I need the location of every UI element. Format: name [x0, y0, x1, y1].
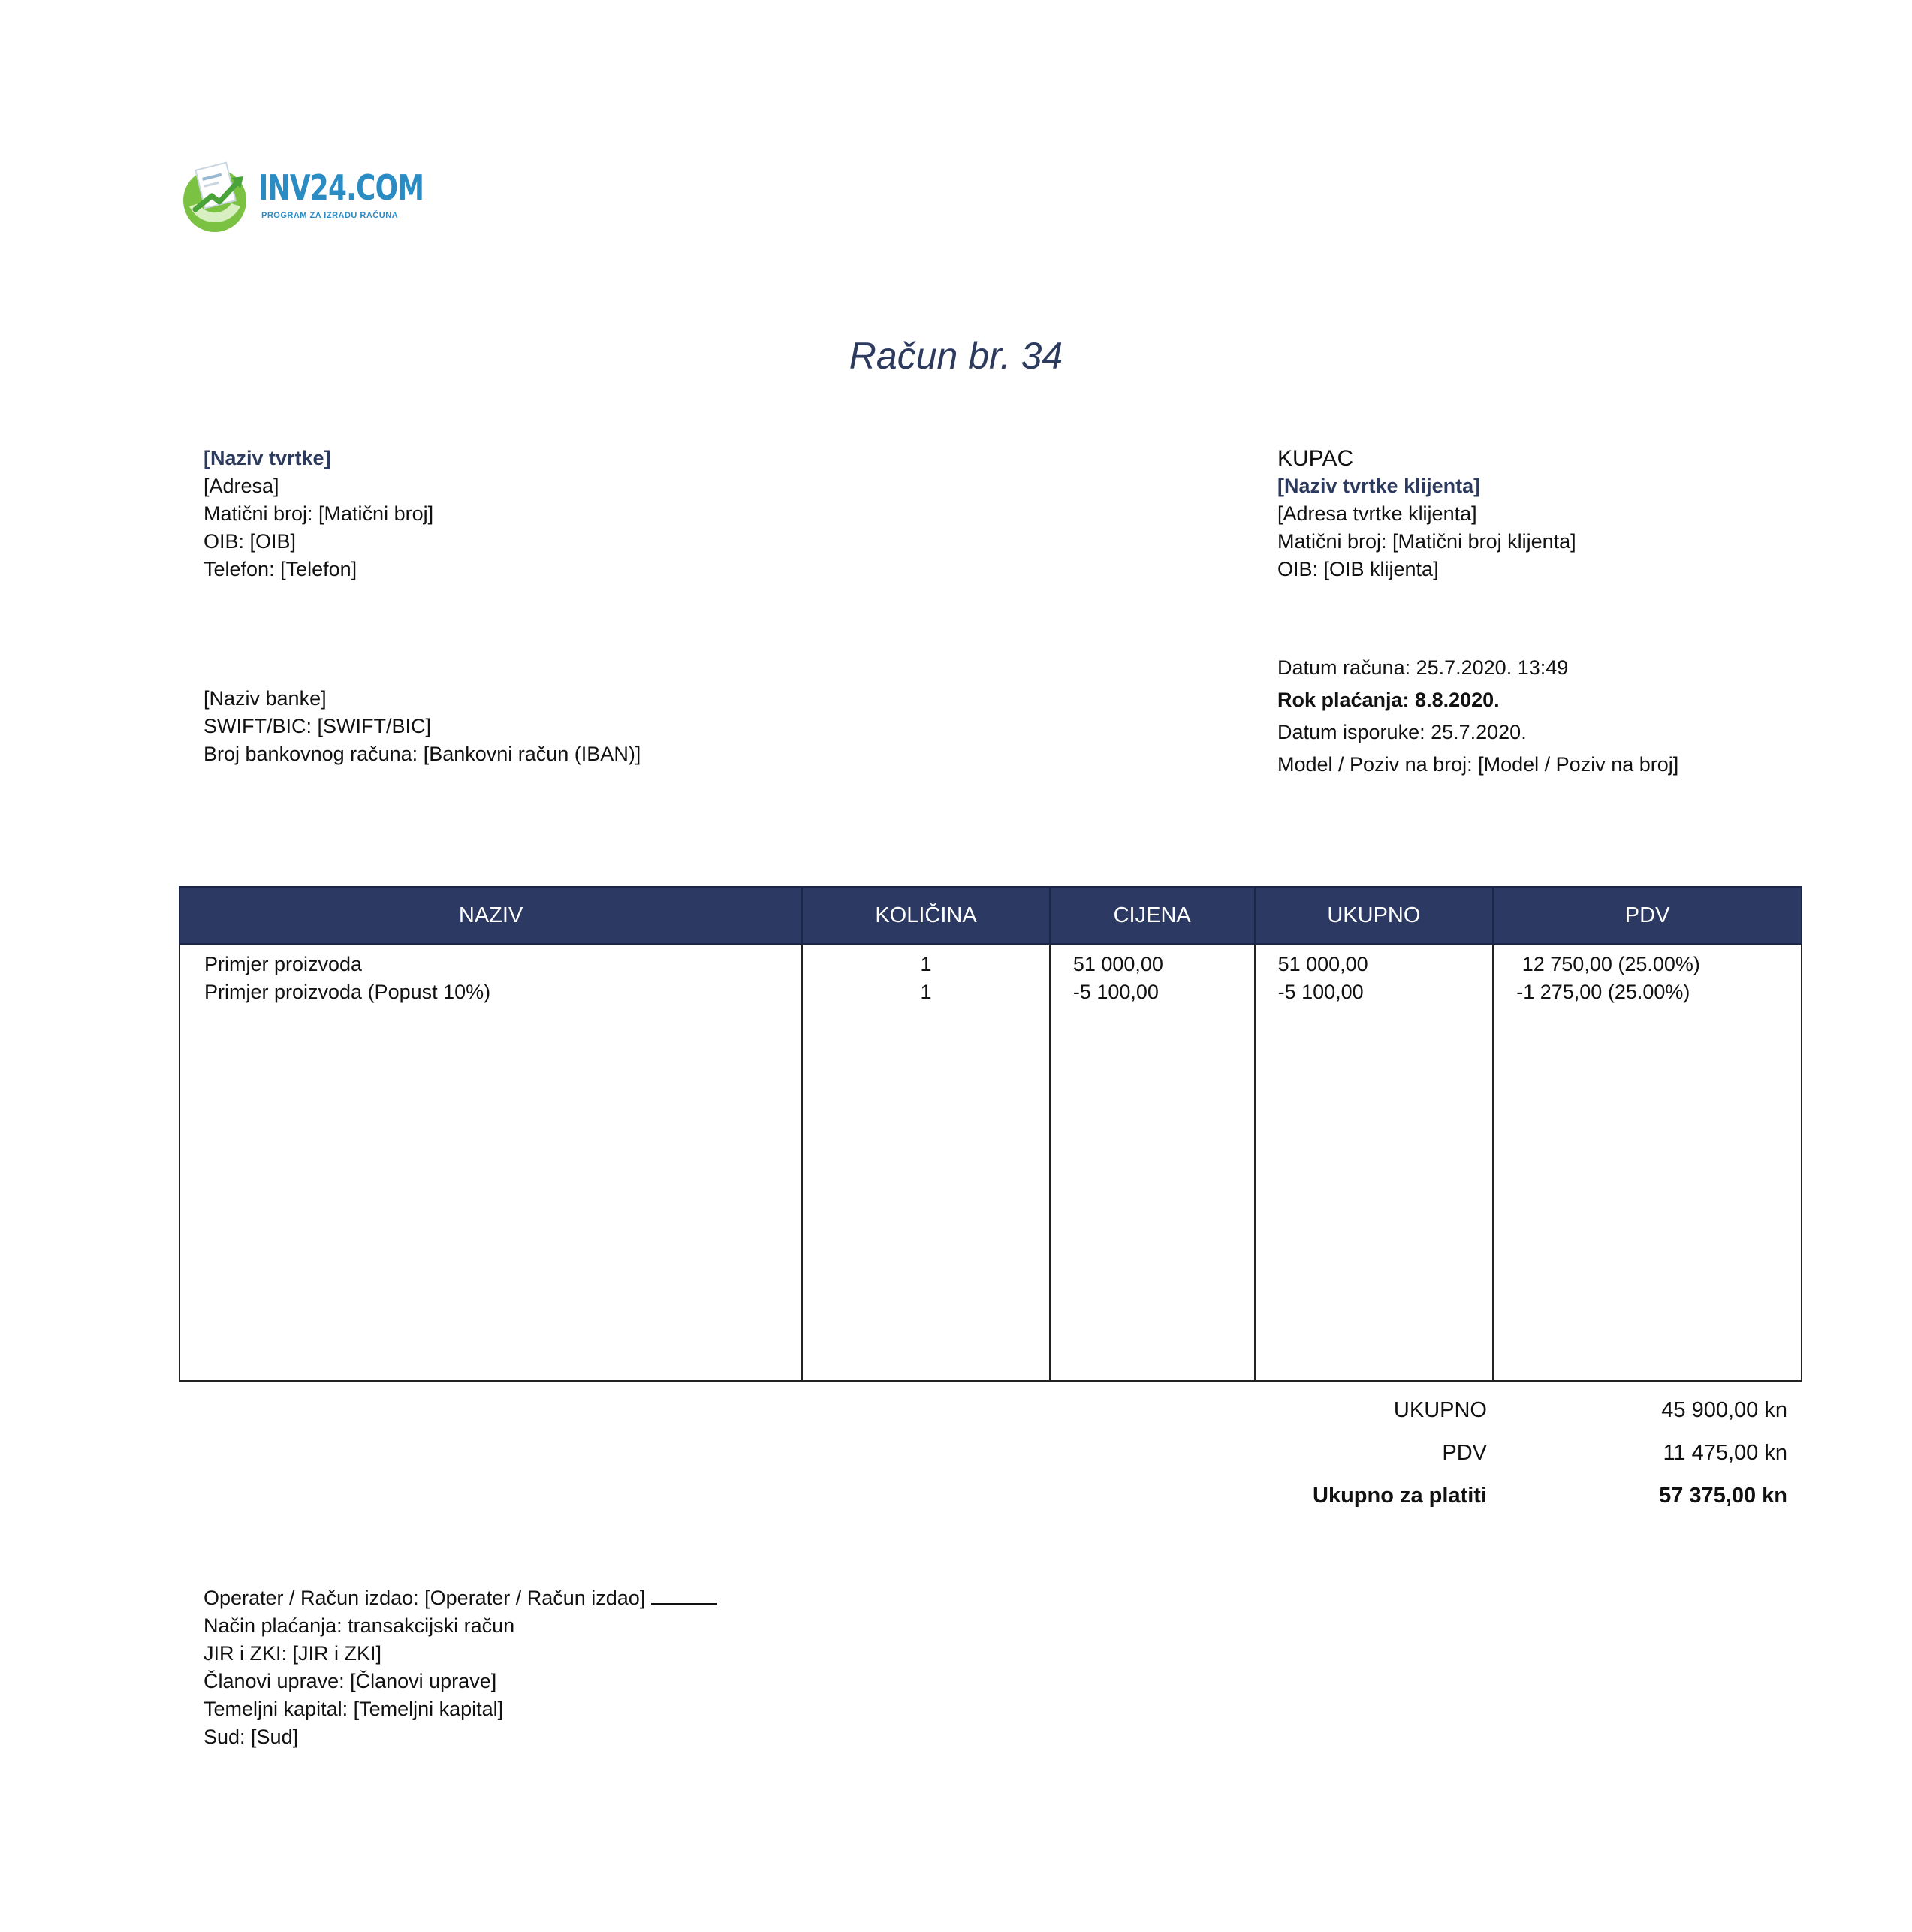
invoice-title: Račun br. 34: [849, 335, 1063, 377]
table-cell: 12 750,00 (25.00%): [1516, 953, 1700, 975]
totals-summary: [1202, 1389, 1787, 1518]
seller-oib: OIB: [OIB]: [204, 530, 297, 553]
table-body: [179, 944, 1802, 1381]
header-cijena: CIJENA: [1050, 887, 1255, 944]
operator: Operater / Račun izdao: [Operater / Račun izdao]: [204, 1587, 646, 1609]
table-header-row: [179, 887, 1802, 944]
table-cell: -5 100,00: [1277, 981, 1364, 1003]
table-cell: 1: [920, 953, 932, 975]
seller-info: [204, 445, 433, 583]
items-table: [179, 886, 1802, 1382]
buyer-name: [Naziv tvrtke klijenta]: [1277, 475, 1481, 497]
due-date: Rok plaćanja: 8.8.2020.: [1277, 689, 1500, 711]
board-members: Članovi uprave: [Članovi uprave]: [204, 1670, 497, 1692]
payment-method: Način plaćanja: transakcijski račun: [204, 1614, 515, 1637]
share-capital: Temeljni kapital: [Temeljni kapital]: [204, 1698, 504, 1720]
header-kolicina: KOLIČINA: [802, 887, 1050, 944]
header-naziv: NAZIV: [179, 887, 802, 944]
seller-name: [Naziv tvrtke]: [204, 447, 331, 469]
bank-account: Broj bankovnog računa: [Bankovni račun (IBAN)]: [204, 743, 641, 765]
column-cijena: [1050, 944, 1255, 1381]
subtotal-row: [1202, 1389, 1787, 1432]
table-cell: -5 100,00: [1072, 981, 1159, 1003]
column-pdv: [1493, 944, 1802, 1381]
buyer-oib: OIB: [OIB klijenta]: [1277, 558, 1439, 580]
grand-total-value: 57 375,00 kn: [1659, 1484, 1787, 1508]
logo-icon: [179, 161, 251, 234]
jir-zki: JIR i ZKI: [JIR i ZKI]: [204, 1642, 382, 1665]
vat-value: 11 475,00 kn: [1663, 1441, 1787, 1465]
grand-total-label: Ukupno za platiti: [1313, 1484, 1487, 1508]
operator-line: [204, 1584, 717, 1612]
table-cell: 51 000,00: [1072, 953, 1163, 975]
company-logo: [179, 154, 424, 237]
vat-row: [1202, 1432, 1787, 1475]
column-ukupno: [1255, 944, 1494, 1381]
court: Sud: [Sud]: [204, 1726, 299, 1748]
logo-name: INV24.COM: [258, 167, 424, 208]
seller-address: [Adresa]: [204, 475, 279, 497]
table-cell: Primjer proizvoda: [204, 953, 363, 975]
seller-reg-no: Matični broj: [Matični broj]: [204, 502, 434, 525]
vat-label: PDV: [1442, 1441, 1487, 1465]
header-ukupno: UKUPNO: [1255, 887, 1494, 944]
invoice-date: Datum računa: 25.7.2020. 13:49: [1277, 656, 1569, 679]
table-cell: 1: [920, 981, 932, 1003]
bank-swift: SWIFT/BIC: [SWIFT/BIC]: [204, 715, 431, 737]
buyer-heading: KUPAC: [1277, 446, 1354, 471]
subtotal-label: UKUPNO: [1393, 1398, 1487, 1422]
signature-line: [651, 1602, 717, 1605]
header-pdv: PDV: [1493, 887, 1802, 944]
table-cell: 51 000,00: [1277, 953, 1368, 975]
bank-info: [204, 685, 641, 768]
subtotal-value: 45 900,00 kn: [1661, 1398, 1787, 1422]
logo-tagline: PROGRAM ZA IZRADU RAČUNA: [261, 211, 399, 220]
delivery-date: Datum isporuke: 25.7.2020.: [1277, 721, 1527, 743]
buyer-address: [Adresa tvrtke klijenta]: [1277, 502, 1477, 525]
column-naziv: [179, 944, 802, 1381]
table-cell: -1 275,00 (25.00%): [1516, 981, 1690, 1003]
seller-phone: Telefon: [Telefon]: [204, 558, 357, 580]
bank-name: [Naziv banke]: [204, 687, 327, 710]
invoice-footer: [204, 1584, 717, 1751]
column-kolicina: [802, 944, 1050, 1381]
invoice-dates: [1277, 652, 1678, 781]
buyer-reg-no: Matični broj: [Matični broj klijenta]: [1277, 530, 1576, 553]
buyer-info: [1277, 445, 1576, 583]
payment-reference: Model / Poziv na broj: [Model / Poziv na broj]: [1277, 753, 1679, 776]
table-cell: Primjer proizvoda (Popust 10%): [204, 981, 491, 1003]
grand-total-row: [1202, 1475, 1787, 1518]
